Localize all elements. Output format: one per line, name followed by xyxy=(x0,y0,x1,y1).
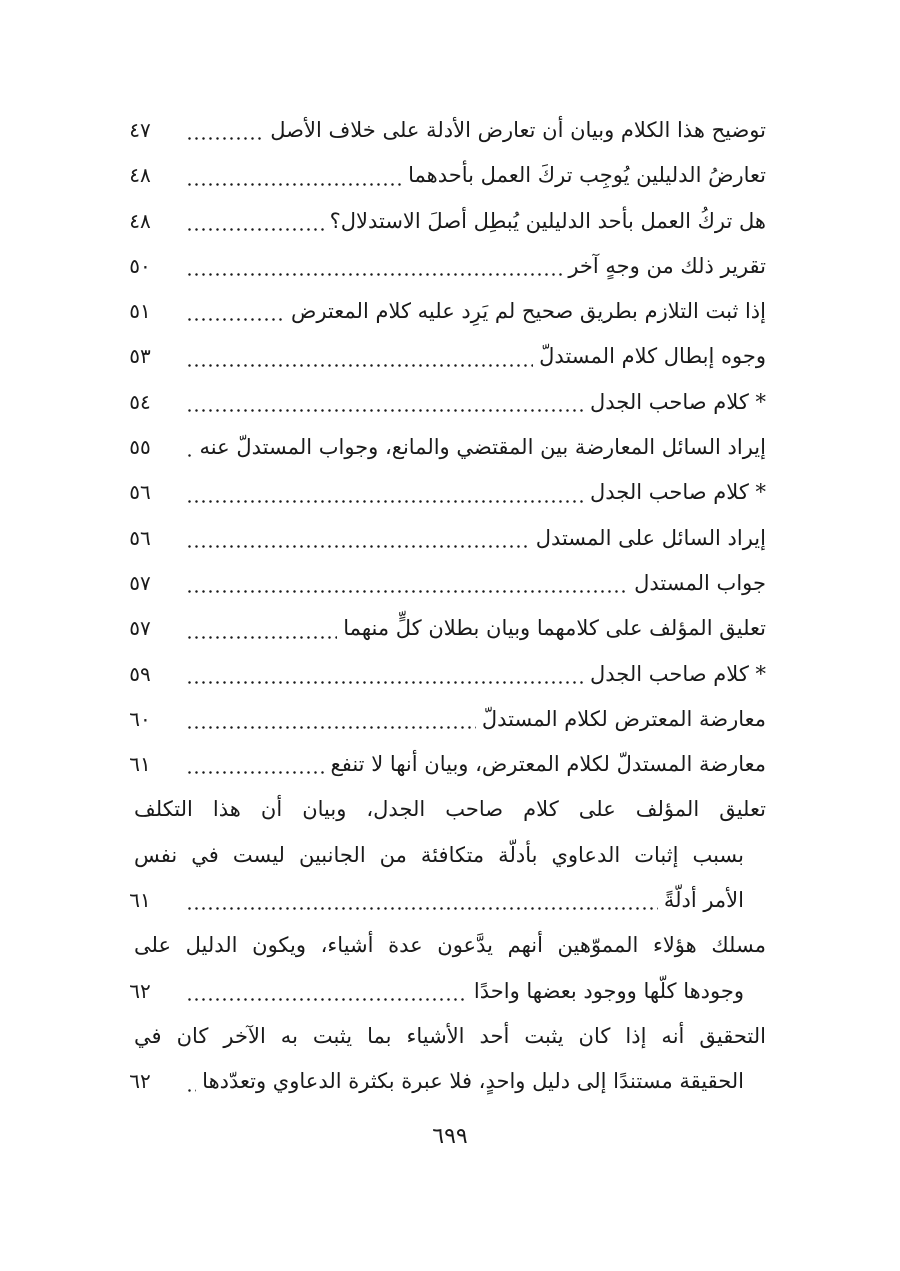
toc-entry-line xyxy=(0,833,900,878)
toc-entry-text: التحقيق أنه إذا كان يثبت أحد الأشياء بما يثبت به الآخر كان في xyxy=(134,1023,766,1048)
dot-leader xyxy=(186,998,468,1001)
toc-entry-line xyxy=(0,380,900,425)
toc-entry xyxy=(0,380,900,425)
toc-entry xyxy=(0,244,900,289)
dot-leader xyxy=(186,364,533,367)
toc-page-number: ٥٩ xyxy=(129,661,151,686)
toc-page-number: ٥٦ xyxy=(129,480,151,505)
toc-entry-line xyxy=(0,652,900,697)
toc-entry-line xyxy=(0,878,900,923)
dot-leader xyxy=(186,228,324,231)
toc-entry-line xyxy=(0,969,900,1014)
toc-entry-text: معارضة المستدلّ لكلام المعترض، وبيان أنها لا تنفع xyxy=(330,752,766,777)
toc-entry-line xyxy=(0,1014,900,1059)
toc-page-number: ٥٥ xyxy=(129,435,151,460)
toc-entry xyxy=(0,334,900,379)
toc-entry-line xyxy=(0,425,900,470)
toc-entry-line xyxy=(0,787,900,832)
toc-page-number: ٤٨ xyxy=(129,163,151,188)
toc-entry xyxy=(0,199,900,244)
table-of-contents xyxy=(0,108,900,1105)
dot-leader xyxy=(186,137,264,140)
dot-leader xyxy=(186,183,402,186)
dot-leader xyxy=(186,273,562,276)
toc-entry-line xyxy=(0,697,900,742)
dot-leader xyxy=(186,590,628,593)
toc-entry xyxy=(0,923,900,1014)
toc-page-number: ٦١ xyxy=(129,752,151,777)
toc-page-number: ٥٤ xyxy=(129,389,151,414)
toc-entry-text: * كلام صاحب الجدل xyxy=(590,389,766,414)
toc-entry-line xyxy=(0,108,900,153)
toc-entry xyxy=(0,787,900,923)
toc-page-number: ٤٨ xyxy=(129,208,151,233)
toc-entry-line xyxy=(0,470,900,515)
toc-entry-text: الحقيقة مستندًا إلى دليل واحدٍ، فلا عبرة بكثرة الدعاوي وتعدّدها xyxy=(202,1069,744,1094)
toc-entry-line xyxy=(0,561,900,606)
toc-entry xyxy=(0,606,900,651)
toc-entry-text: * كلام صاحب الجدل xyxy=(590,661,766,686)
toc-entry xyxy=(0,470,900,515)
page-footer-number: ٦٩٩ xyxy=(432,1124,468,1149)
toc-entry xyxy=(0,652,900,697)
toc-entry-text: بسبب إثبات الدعاوي بأدلّة متكافئة من الجانبين ليست في نفس xyxy=(134,842,744,867)
toc-entry-text: تعليق المؤلف على كلام صاحب الجدل، وبيان أن هذا التكلف xyxy=(134,797,766,822)
toc-entry-line xyxy=(0,923,900,968)
toc-entry xyxy=(0,516,900,561)
toc-entry-text: جواب المستدل xyxy=(634,570,766,595)
toc-entry xyxy=(0,1014,900,1105)
toc-entry-text: توضيح هذا الكلام وبيان أن تعارض الأدلة على خلاف الأصل xyxy=(270,118,766,142)
toc-page-number: ٥٧ xyxy=(129,570,151,595)
toc-entry-line xyxy=(0,742,900,787)
toc-entry-text: هل تركُ العمل بأحد الدليلين يُبطِل أصلَ الاستدلال؟ xyxy=(329,208,766,233)
toc-entry-line xyxy=(0,199,900,244)
toc-page-number: ٥٣ xyxy=(129,344,151,369)
toc-entry xyxy=(0,153,900,198)
dot-leader xyxy=(186,454,194,457)
toc-entry-text: معارضة المعترض لكلام المستدلّ xyxy=(481,706,766,731)
toc-entry-line xyxy=(0,153,900,198)
toc-page-number: ٤٧ xyxy=(129,118,151,142)
toc-page-number: ٥٧ xyxy=(129,616,151,641)
toc-entry-text: الأمر أدلّةً xyxy=(663,888,744,913)
dot-leader xyxy=(186,907,658,910)
toc-entry-text: إيراد السائل المعارضة بين المقتضي والمانع، وجواب المستدلّ عنه xyxy=(199,435,766,460)
dot-leader xyxy=(186,409,584,412)
toc-entry-text: إذا ثبت التلازم بطريق صحيح لم يَرِد عليه كلام المعترض xyxy=(290,299,766,324)
toc-entry xyxy=(0,425,900,470)
toc-entry-text: تعارضُ الدليلين يُوجِب تركَ العمل بأحدهما xyxy=(408,163,766,188)
toc-entry xyxy=(0,289,900,334)
toc-page-number: ٦٢ xyxy=(129,1069,151,1094)
toc-entry-line xyxy=(0,334,900,379)
toc-page-number: ٦١ xyxy=(129,888,151,913)
toc-entry-text: إيراد السائل على المستدل xyxy=(535,525,766,550)
toc-entry-text: وجوه إبطال كلام المستدلّ xyxy=(539,344,766,369)
toc-entry-line xyxy=(0,606,900,651)
dot-leader xyxy=(186,318,285,321)
dot-leader xyxy=(186,636,337,639)
toc-page-number: ٦٠ xyxy=(129,706,151,731)
toc-entry xyxy=(0,561,900,606)
dot-leader xyxy=(186,726,476,729)
toc-entry-text: وجودها كلّها ووجود بعضها واحدًا xyxy=(473,978,744,1003)
toc-page-number: ٦٢ xyxy=(129,978,151,1003)
toc-page-number: ٥٠ xyxy=(129,253,151,278)
dot-leader xyxy=(186,500,584,503)
toc-page-number: ٥١ xyxy=(129,299,151,324)
toc-entry-line xyxy=(0,1059,900,1104)
toc-entry xyxy=(0,742,900,787)
dot-leader xyxy=(186,771,325,774)
dot-leader xyxy=(186,681,584,684)
toc-entry-line xyxy=(0,516,900,561)
toc-entry-text: * كلام صاحب الجدل xyxy=(590,480,766,505)
toc-page-number: ٥٦ xyxy=(129,525,151,550)
toc-entry-line xyxy=(0,244,900,289)
toc-entry-text: مسلك هؤلاء المموّهين أنهم يدَّعون عدة أشياء، ويكون الدليل على xyxy=(134,933,766,958)
toc-entry xyxy=(0,697,900,742)
toc-entry-text: تعليق المؤلف على كلامهما وبيان بطلان كلٍّ منهما xyxy=(343,616,766,641)
toc-entry-text: تقرير ذلك من وجهٍ آخر xyxy=(568,253,766,278)
toc-entry-line xyxy=(0,289,900,334)
toc-entry xyxy=(0,108,900,153)
dot-leader xyxy=(186,545,530,548)
dot-leader xyxy=(186,1089,196,1092)
